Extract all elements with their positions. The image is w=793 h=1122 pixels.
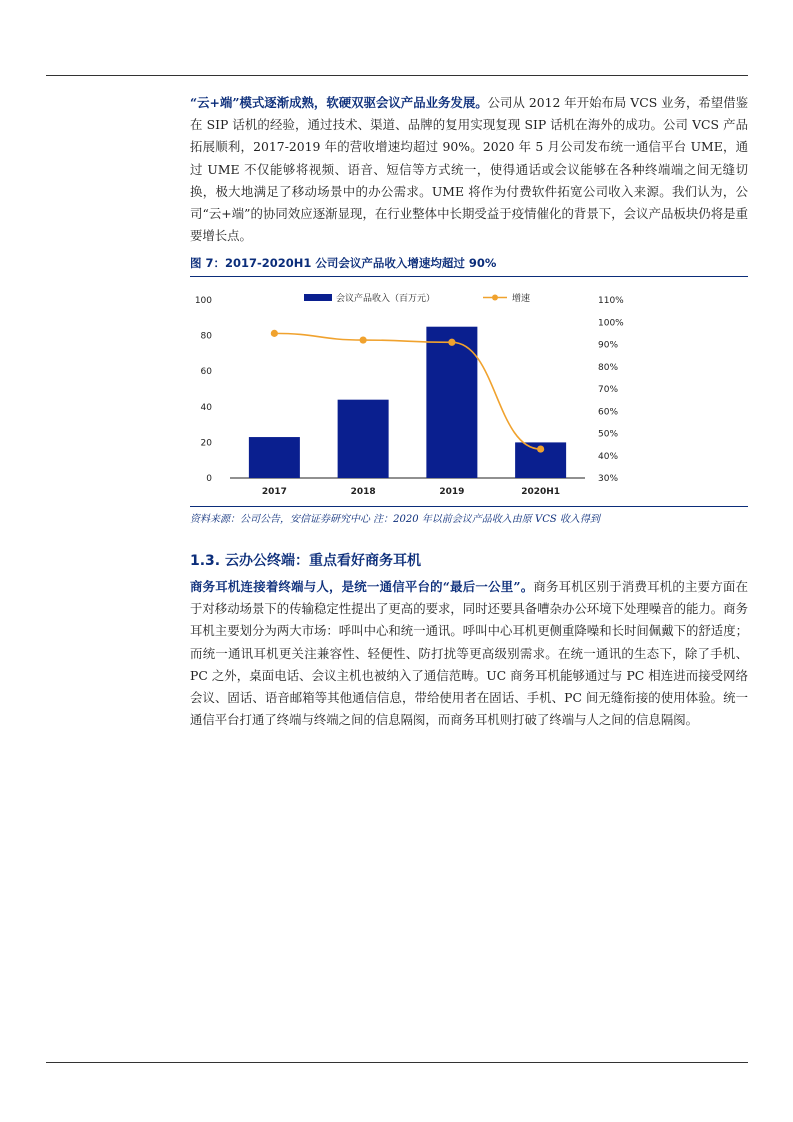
- left-axis-tick-label: 20: [200, 438, 212, 449]
- section-title: 1.3. 云办公终端：重点看好商务耳机: [190, 553, 421, 569]
- category-label: 2017: [261, 487, 287, 497]
- footer-rule: [46, 1062, 748, 1063]
- header-rule: [46, 75, 748, 76]
- left-axis-tick-label: 0: [206, 474, 212, 484]
- source-rule: [190, 506, 748, 507]
- growth-point: [271, 330, 278, 337]
- revenue-bar: [249, 437, 300, 478]
- right-axis-tick-label: 80%: [598, 362, 619, 373]
- right-axis-tick-label: 90%: [598, 340, 619, 351]
- vcs-business-paragraph: [190, 92, 748, 247]
- left-axis-tick-label: 60: [200, 367, 212, 378]
- paragraph-lead: 商务耳机连接着终端与人，是统一通信平台的“最后一公里”。: [190, 579, 534, 594]
- right-axis-tick-label: 30%: [598, 474, 619, 484]
- caption-rule: [190, 276, 748, 277]
- revenue-bar: [338, 400, 389, 478]
- left-axis-tick-label: 40: [200, 402, 212, 413]
- category-label: 2019: [439, 487, 465, 497]
- legend-bar-label: 会议产品收入（百万元）: [336, 294, 436, 304]
- right-axis-tick-label: 60%: [598, 407, 619, 418]
- revenue-growth-chart: [190, 282, 640, 502]
- growth-point: [360, 336, 367, 343]
- category-label: 2020H1: [521, 487, 561, 497]
- paragraph-lead: “云+端”模式逐渐成熟，软硬双驱会议产品业务发展。: [190, 95, 488, 110]
- growth-point: [537, 445, 544, 452]
- right-axis-tick-label: 70%: [598, 385, 619, 395]
- growth-point: [448, 339, 455, 346]
- right-axis-tick-label: 40%: [598, 451, 619, 462]
- category-label: 2018: [350, 487, 376, 497]
- chart-growth-line: [271, 330, 544, 453]
- right-axis-tick-label: 100%: [598, 318, 624, 329]
- chart-legend: [304, 292, 530, 304]
- business-headset-paragraph: [190, 576, 748, 731]
- growth-line-path: [274, 333, 540, 449]
- paragraph-body: 商务耳机区别于消费耳机的主要方面在于对移动场景下的传输稳定性提出了更高的要求，同时还要具备嘈杂办公环境下处理噪音的能力。商务耳机主要划分为两大市场：呼叫中心和统一通讯。呼叫中心耳机更侧重降噪和长时间佩戴下的舒适度；而统一通讯耳机更关注兼容性、轻便性、防打扰等更高级别需求。在统一通讯的生态下，除了手机、PC 之外，桌面电话、会议主机也被纳入了通信范畴。UC 商务耳机能够通过与 PC 相连进而接受网络会议、固话、语音邮箱等其他通信信息，带给使用者在固话、手机、PC 间无缝衔接的使用体验。统一通信平台打通了终端与终端之间的信息隔阂，而商务耳机则打破了终端与人之间的信息隔阂。: [190, 579, 748, 728]
- left-axis-tick-label: 80: [200, 331, 212, 342]
- paragraph-body: 公司从 2012 年开始布局 VCS 业务，希望借鉴在 SIP 话机的经验，通过技术、渠道、品牌的复用实现复现 SIP 话机在海外的成功。公司 VCS 产品拓展顺利，2017-2019 年的营收增速均超过 90%。2020 年 5 月公司发布统一通信平台 UME，通过 UME 不仅能够将视频、语音、短信等方式统一，使得通话或会议能够在各种终端端之间无缝切换，极大地满足了移动场景中的办公需求。UME 将作为付费软件拓宽公司收入来源。我们认为，公司“云+端”的协同效应逐渐显现，在行业整体中长期受益于疫情催化的背景下，会议产品板块仍将是重要增长点。: [190, 95, 748, 244]
- chart-bars: [249, 327, 566, 478]
- figure-caption: 图 7：2017-2020H1 公司会议产品收入增速均超过 90%: [190, 256, 497, 270]
- right-axis-tick-label: 110%: [598, 296, 624, 306]
- legend-bar-swatch: [304, 294, 332, 301]
- figure-source-note: 资料来源：公司公告，安信证券研究中心 注：2020 年以前会议产品收入由原 VCS 收入得到: [190, 514, 600, 525]
- legend-line-label: 增速: [512, 294, 531, 304]
- left-axis-tick-label: 100: [194, 296, 212, 306]
- legend-line-marker: [492, 295, 498, 301]
- right-axis-tick-label: 50%: [598, 429, 619, 440]
